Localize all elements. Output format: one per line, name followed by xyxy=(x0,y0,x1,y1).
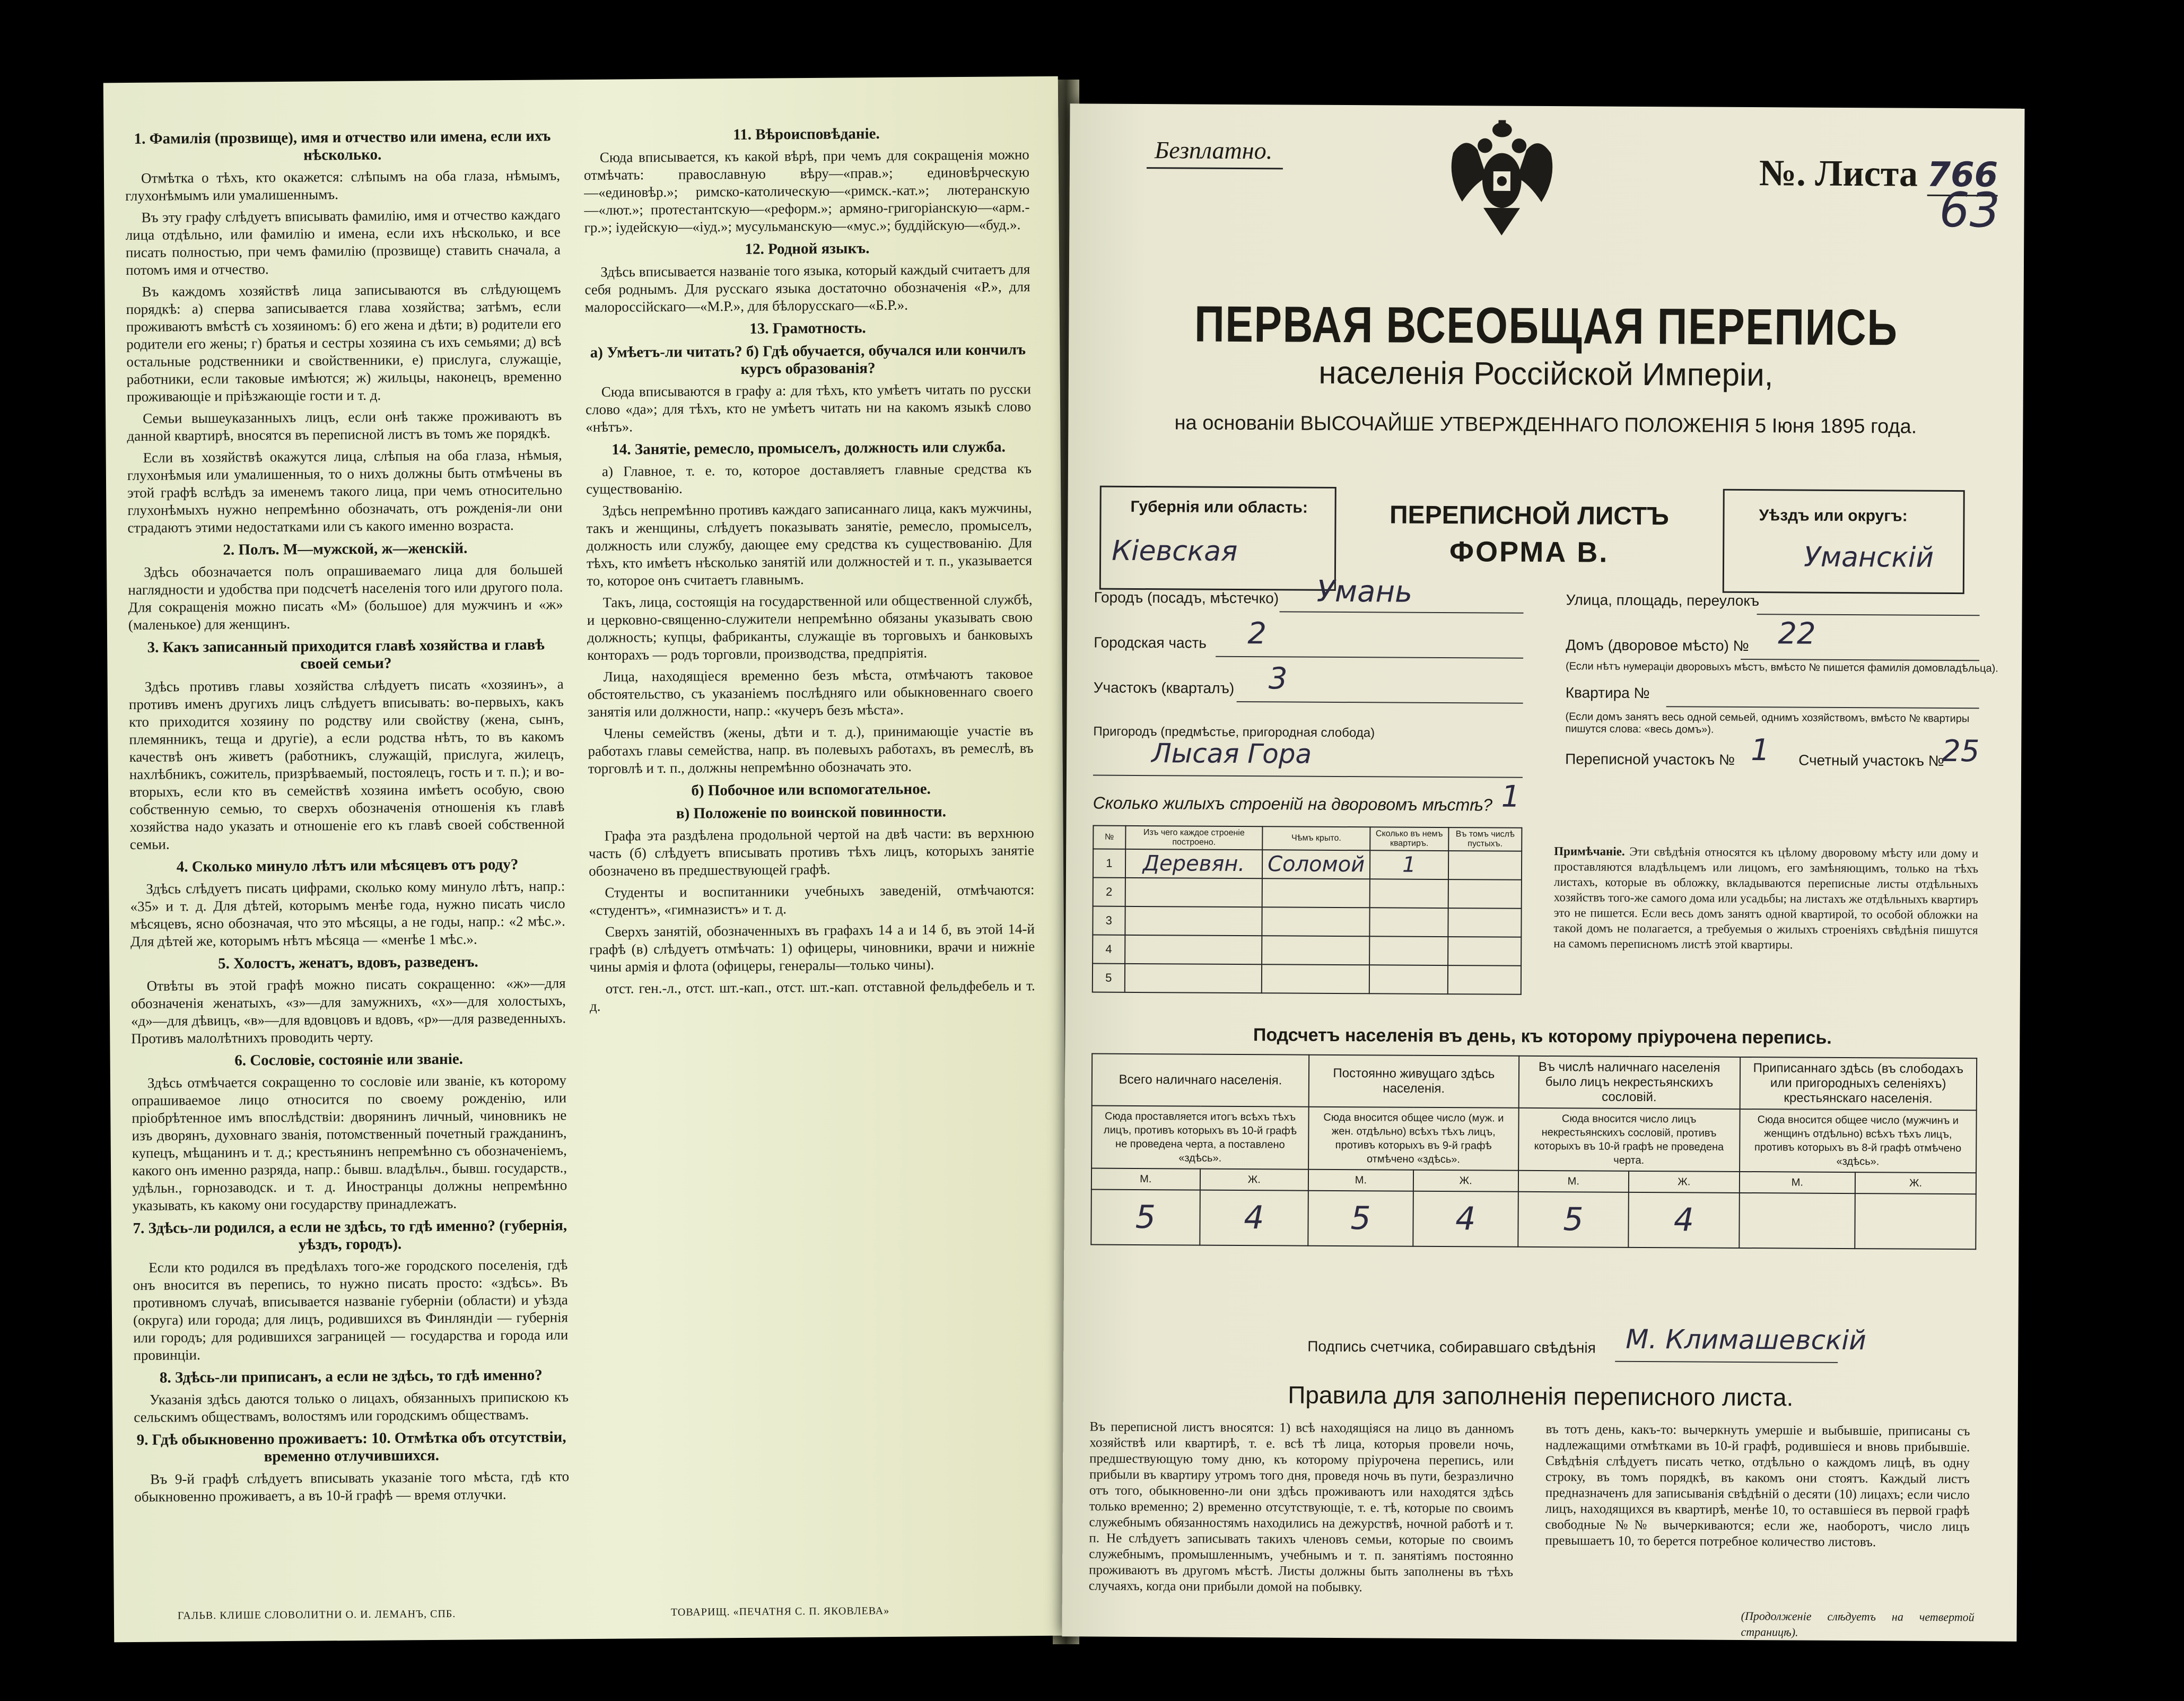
free-label: Безплатно. xyxy=(1147,136,1283,169)
paragraph: Въ 9-й графѣ слѣдуетъ вписывать указаніе того мѣста, гдѣ кто обыкновенно проживаетъ, а въ 10-й графѣ — время отлучки. xyxy=(134,1468,570,1505)
count-value-cell: 5 xyxy=(1308,1191,1413,1246)
section-heading: 3. Какъ записанный приходится главѣ хозяйства и главѣ своей семьи? xyxy=(147,636,545,673)
section-heading: 1. Фамилія (прозвище), имя и отчество или имена, если ихъ нѣсколько. xyxy=(134,127,551,164)
buildings-cell: 2 xyxy=(1093,878,1125,906)
count-value-cell xyxy=(1739,1193,1855,1249)
census-area-label: Переписной участокъ № xyxy=(1565,751,1735,768)
buildings-cell xyxy=(1124,964,1262,993)
count-description-cell: Сюда вносится общее число (мужчинъ и женщинъ отдѣльно) всѣхъ тѣхъ лицъ, противъ которыхъ въ 8-й графѣ отмѣчено «здѣсь». xyxy=(1740,1109,1977,1173)
paragraph: Сюда вписываются в графу а: для тѣхъ, кто умѣетъ читать по русски слово «да»; для тѣхъ, кто не умѣетъ читать ни на какомъ языкѣ слово «нѣтъ». xyxy=(585,381,1032,435)
buildings-header-cell: Сколько въ немъ квартиръ. xyxy=(1370,827,1448,851)
rules-title: Правила для заполненія переписного листа. xyxy=(1288,1381,1794,1411)
precinct-value: 3 xyxy=(1268,661,1288,696)
house-line xyxy=(1741,659,1979,661)
buildings-count-value: 1 xyxy=(1501,779,1521,814)
printer-imprint-left: ГАЛЬВ. КЛИШЕ СЛОВОЛИТНИ О. И. ЛЕМАНЪ, СПБ. xyxy=(177,1608,456,1622)
rules-column-1: Въ переписной листъ вносятся: 1) всѣ находящіяся на лицо въ данномъ хозяйствѣ или квартирѣ, т. е. всѣ тѣ лица, которыя провели ночь, предшествующую тому дню, къ которому пріурочена перепись, или прибыли въ квартиру утромъ того дня, проведя ночь въ пути, безразлично отъ того, обыкновенно-ли они здѣсь проживаютъ или находятся здѣсь только временно; 2) временно отсутствующіе, т. е. тѣ, которые по своимъ служебнымъ обязанностямъ находились на дежурствѣ, ночной работѣ и т. п. Не слѣдуетъ записывать такихъ членовъ семьи, которые по своимъ служебнымъ, промышленнымъ, учебнымъ и т. п. занятіямъ постоянно проживаютъ въ другомъ мѣстѣ. Листы должны быть заполнены въ тѣхъ случаяхъ, когда они прибыли домой на побывку. xyxy=(1088,1419,1514,1595)
house-note: (Если нѣтъ нумераціи дворовыхъ мѣстъ, вмѣсто № пишется фамилія домовладѣльца). xyxy=(1565,660,1998,675)
buildings-cell xyxy=(1262,907,1370,936)
count-value-cell: 4 xyxy=(1413,1191,1518,1247)
street-line xyxy=(1757,614,1980,616)
street-label: Улица, площадь, переулокъ xyxy=(1566,591,1760,609)
signature-line xyxy=(1615,1361,1838,1363)
buildings-cell xyxy=(1369,936,1448,965)
count-value-cell: 5 xyxy=(1091,1190,1200,1245)
count-sex-label: М. xyxy=(1518,1171,1629,1192)
house-value: 22 xyxy=(1778,616,1816,651)
buildings-header-cell: Изъ чего каждое строеніе построено. xyxy=(1125,826,1263,850)
suburb-line xyxy=(1093,775,1523,778)
buildings-cell xyxy=(1448,908,1521,937)
district-box xyxy=(1723,489,1965,594)
buildings-cell xyxy=(1262,964,1369,993)
province-box xyxy=(1099,486,1336,591)
signature-label: Подпись счетчика, собиравшаго свѣдѣнія xyxy=(1307,1338,1596,1356)
buildings-header-cell: Въ томъ числѣ пустыхъ. xyxy=(1448,827,1522,851)
buildings-cell xyxy=(1369,908,1448,937)
right-page xyxy=(1062,103,2024,1641)
buildings-cell: 4 xyxy=(1093,935,1125,964)
paragraph: Студенты и воспитанники учебныхъ заведеній, отмѣчаются: «студентъ», «гимназистъ» и т. д. xyxy=(589,882,1035,918)
buildings-table xyxy=(1092,825,1523,995)
printer-imprint-right: ТОВАРИЩ. «ПЕЧАТНЯ С. П. ЯКОВЛЕВА» xyxy=(670,1605,890,1618)
archive-page-number: 63 xyxy=(1939,182,2000,239)
house-label: Домъ (дворовое мѣсто) № xyxy=(1566,636,1749,655)
buildings-cell xyxy=(1448,879,1521,909)
section-heading: 9. Гдѣ обыкновенно проживаетъ: 10. Отмѣтка объ отсутствіи, временно отлучившихся. xyxy=(136,1428,566,1466)
count-description-cell: Сюда проставляется итогъ всѣхъ тѣхъ лицъ, противъ которыхъ въ 10-й графѣ не проведена черта, а поставлено «здѣсь». xyxy=(1091,1106,1309,1170)
count-value-cell: 5 xyxy=(1518,1192,1629,1248)
count-header-cell: Въ числѣ наличнаго населенія было лицъ некрестьянскихъ сословій. xyxy=(1518,1056,1740,1109)
city-part-line xyxy=(1216,656,1523,659)
buildings-cell xyxy=(1262,936,1369,965)
paragraph: Здѣсь противъ главы хозяйства слѣдуетъ писать «хозяинъ», а противъ именъ другихъ лицъ слѣдуетъ вписывать: во-первыхъ, какъ кто приходится хозяину по родству или свойству (жена, сынъ, племянникъ, теща и другіе), а если родства нѣтъ, то въ какомъ качествѣ онъ живетъ (работникъ, служащій, прислуга, жилецъ, нахлѣбникъ, сожитель, призрѣваемый, постоялецъ, гость и т. п.); и во-вторыхъ, если кто въ семействѣ хозяина имѣетъ особую, свою собственную семью, то сверхъ обозначенія отношенія къ главѣ хозяйства надо указать и отношеніе его къ главѣ своей собственной семьи. xyxy=(128,676,565,853)
paragraph: Въ каждомъ хозяйствѣ лица записываются въ слѣдующемъ порядкѣ: а) сперва записывается глава хозяйства; затѣмъ, если проживаютъ вмѣстѣ съ хозяиномъ: б) его жена и дѣти; в) родители его родители его жены; г) братья и сестры хозяина съ ихъ семьями; д) всѣ остальные родственники и свойственники, е) прислуга, служащіе, работники, если таковые имѣются; ж) жильцы, наконецъ, временно проживающіе и пріѣзжающіе гости и т. д. xyxy=(126,281,562,405)
buildings-count-label: Сколько жилыхъ строеній на дворовомъ мѣстѣ? xyxy=(1093,793,1493,815)
paragraph: Такъ, лица, состоящія на государственной или общественной службѣ, и церковно-священно-служители непремѣнно обязаны указывать свою должность; купцы, фабриканты, служащіе въ торговыхъ и банковыхъ конторахъ — родъ торговли, производства, предпріятія. xyxy=(587,591,1033,663)
city-part-label: Городская часть xyxy=(1094,634,1207,651)
population-count-title: Подсчетъ населенія въ день, къ которому пріурочена перепись. xyxy=(1253,1025,1832,1048)
count-value-cell xyxy=(1855,1193,1976,1249)
section-heading: в) Положеніе по воинской повинности. xyxy=(676,803,947,822)
count-sex-label: Ж. xyxy=(1200,1169,1308,1191)
section-heading: а) Умѣетъ-ли читать? б) Гдѣ обучается, обучался или кончилъ курсъ образованія? xyxy=(590,341,1026,378)
buildings-cell xyxy=(1262,878,1370,908)
count-header-cell: Постоянно живущаго здѣсь населенія. xyxy=(1309,1055,1519,1108)
left-page xyxy=(103,76,1069,1642)
buildings-cell xyxy=(1370,879,1448,908)
buildings-header-cell: № xyxy=(1093,826,1125,849)
paragraph: Если кто родился въ предѣлахъ того-же городского поселенія, гдѣ онъ вносится въ перепись, то нужно писать просто: «здѣсь». Въ противномъ случаѣ, вписывается названіе губерніи (области) и уѣзда (округа) или города; для лицъ, родившихся въ Финляндіи — губернія или городъ; для родившихся заграницей — государства и города или провинціи. xyxy=(133,1257,569,1363)
buildings-note xyxy=(1553,843,1978,953)
apartment-note: (Если домъ занятъ весь одной семьей, однимъ хозяйствомъ, вмѣсто № квартиры пишутся слова: «весь домъ»). xyxy=(1565,711,1970,736)
paragraph: Лица, находящіеся временно безъ мѣста, отмѣчаютъ таковое обстоятельство, съ указаніемъ послѣдняго или обыкновеннаго своего занятія или должности, напр.: «кучеръ безъ мѣста». xyxy=(587,666,1033,720)
signature-value: М. Климашевскій xyxy=(1626,1323,1866,1356)
count-sex-label: М. xyxy=(1739,1172,1855,1193)
buildings-cell xyxy=(1448,851,1522,880)
suburb-value: Лысая Гора xyxy=(1151,738,1312,770)
precinct-label: Участокъ (кварталъ) xyxy=(1093,679,1235,696)
buildings-cell xyxy=(1448,965,1521,995)
section-heading: 13. Грамотность. xyxy=(749,319,866,337)
counting-area-label: Счетный участокъ № xyxy=(1798,752,1944,769)
count-description-cell: Сюда вносится число лицъ некрестьянскихъ сословій, противъ которыхъ въ 10-й графѣ не проведена черта. xyxy=(1518,1108,1740,1172)
buildings-cell: 1 xyxy=(1093,849,1125,878)
section-heading: б) Побочное или вспомогательное. xyxy=(691,780,931,799)
paragraph: Здѣсь вписывается названіе того языка, который каждый считаетъ для себя роднымъ. Для русскаго языка достаточно обозначенія «Р.», для малороссійскаго—«М.Р.», для бѣлорусскаго—«Б.Р.». xyxy=(584,261,1030,315)
buildings-row xyxy=(1093,935,1521,966)
rules-column-2: въ тотъ день, какъ-то: вычеркнуть умершіе и выбывшіе, приписаны съ надлежащими отмѣтками въ 10-й графѣ, родившіеся и вновь прибывшіе. Свѣдѣнія слѣдуетъ писать четко, отдѣльно о каждомъ лицѣ, въ одну строку, въ томъ порядкѣ, въ какомъ они стоятъ. Каждый листъ предназначенъ для записыванія свѣдѣній о десяти (10) лицахъ; если число лицъ, находящихся въ квартирѣ, менѣе 10, то оставшіеся въ первой графѣ свободные №№ вычеркиваются; если же, наоборотъ, число лицъ превышаетъ 10, то берется потребное количество листовъ. xyxy=(1545,1422,1970,1550)
census-area-value: 1 xyxy=(1751,733,1770,768)
province-value: Кіевская xyxy=(1112,535,1238,568)
apartment-label: Квартира № xyxy=(1565,684,1650,702)
paragraph: а) Главное, т. е. то, которое доставляетъ главные средства къ существованію. xyxy=(586,460,1032,497)
count-sex-label: Ж. xyxy=(1629,1171,1740,1193)
buildings-cell xyxy=(1125,878,1262,907)
paragraph: Члены семействъ (жены, дѣти и т. д.), принимающіе участіе въ работахъ главы семейства, напр. въ полевыхъ работахъ, въ ремеслѣ, въ торговлѣ и т. п., должны непремѣнно обозначать это. xyxy=(588,722,1034,777)
count-header-cell: Всего наличнаго населенія. xyxy=(1092,1054,1309,1107)
buildings-cell xyxy=(1369,965,1448,994)
paragraph: Здѣсь отмѣчается сокращенно то сословіе или званіе, къ которому опрашиваемое лицо относится по своему рожденію, или пріобрѣтенное имъ впослѣдствіи: дворянинъ личный, чиновникъ не изъ дворянъ, духовнаго званія, потомственный почетный гражданинъ, купецъ, мѣщанинъ и т. д.; крестьянинъ непремѣнно съ обозначеніемъ, какого онъ именно разряда, напр.: бывш. владѣльч., бывш. государств., удѣльн., горнозаводск. и т. д. Иностранцы должны непремѣнно указывать, къ какому они государству принадлежатъ. xyxy=(132,1072,567,1214)
city-value: Умань xyxy=(1316,574,1413,609)
buildings-row xyxy=(1093,906,1521,937)
section-heading: 8. Здѣсь-ли приписанъ, а если не здѣсь, то гдѣ именно? xyxy=(159,1366,543,1386)
paragraph: Указанія здѣсь даются только о лицахъ, обязанныхъ припискою къ сельскимъ обществамъ, волостямъ или городскимъ обществамъ. xyxy=(134,1389,569,1425)
instructions-column-1 xyxy=(125,122,569,1510)
count-header-cell: Приписаннаго здѣсь (въ слободахъ или пригородныхъ селеніяхъ) крестьянскаго населенія. xyxy=(1740,1057,1977,1110)
precinct-line xyxy=(1237,701,1523,704)
instructions-column-2 xyxy=(583,119,1035,1019)
section-heading: 7. Здѣсь-ли родился, а если не здѣсь, то гдѣ именно? (губернія, уѣздъ, городъ). xyxy=(133,1217,567,1253)
count-sex-label: М. xyxy=(1091,1168,1200,1190)
sheet-number-text: №. Листа xyxy=(1759,153,1918,195)
form-name: ПЕРЕПИСНОЙ ЛИСТЪ xyxy=(1389,501,1670,531)
buildings-cell xyxy=(1125,935,1262,964)
paragraph: Сверхъ занятій, обозначенныхъ въ графахъ 14 а и 14 б, въ этой 14-й графѣ (в) слѣдуетъ отмѣчать: 1) офицеры, чиновники, врачи и нижніе чины армія и флота (офицеры, генералы—только чины). xyxy=(589,921,1035,975)
paragraph: Здѣсь слѣдуетъ писать цифрами, сколько кому минуло лѣтъ, напр.: «35» и т. д. Для дѣтей, которымъ менѣе года, нужно писать число мѣсяцевъ, ясно обозначая, что это мѣсяцы, а не годы, напр.: «2 мѣс.». Для дѣтей же, которымъ нѣтъ мѣсяца — «менѣе 1 мѣс.». xyxy=(130,878,565,949)
note-title: Примѣчаніе. xyxy=(1554,844,1625,858)
paragraph: Графа эта раздѣлена продольной чертой на двѣ части: въ верхнюю часть (б) слѣдуетъ вписывать противъ тѣхъ лицъ, которыхъ занятіе обозначено въ предшествующей графѣ. xyxy=(588,825,1035,879)
paragraph: Отвѣты въ этой графѣ можно писать сокращенно: «ж»—для обозначенія женатыхъ, «з»—для замужнихъ, «х»—для холостыхъ, «д»—для дѣвицъ, «в»—для вдовцовъ и вдовъ, «р»—для разведенныхъ. Противъ малолѣтнихъ проводить черту. xyxy=(130,975,566,1046)
buildings-cell: 3 xyxy=(1093,906,1125,935)
note-text: Эти свѣдѣнія относятся къ цѣлому дворовому мѣсту или дому и проставляются владѣльцемъ или лицомъ, его замѣняющимъ, только на тѣхъ листахъ, которые въ обложку, вкладываются переписные листы отдѣльныхъ хозяйствъ того-же самого дома или усадьбы; на листахъ же отдѣльныхъ квартиръ это не пишется. Если весь домъ занятъ одной квартирой, то особой обложки на такой домъ не полагается, а требуемыя о жилыхъ строеніяхъ свѣдѣнія пишутся на самомъ переписномъ листѣ этой квартиры. xyxy=(1553,844,1979,952)
city-line xyxy=(1280,611,1524,613)
section-heading: 5. Холостъ, женатъ, вдовъ, разведенъ. xyxy=(217,953,478,972)
province-label: Губернія или область: xyxy=(1130,498,1308,517)
imperial-eagle-crest-icon xyxy=(1440,116,1563,239)
buildings-row xyxy=(1093,878,1522,909)
section-heading: 2. Полъ. М—мужской, ж—женскій. xyxy=(223,539,468,559)
count-sex-label: Ж. xyxy=(1855,1172,1976,1194)
buildings-cell xyxy=(1448,937,1521,966)
buildings-cell: 5 xyxy=(1093,964,1125,992)
population-count-table xyxy=(1090,1053,1977,1250)
counting-area-value: 25 xyxy=(1942,734,1980,769)
count-description-cell: Сюда вносится общее число (муж. и жен. отдѣльно) всѣхъ тѣхъ лицъ, противъ которыхъ въ 9-й графѣ отмѣчено «здѣсь». xyxy=(1308,1107,1518,1171)
section-heading: 12. Родной языкъ. xyxy=(745,240,870,258)
census-title: ПЕРВАЯ ВСЕОБЩАЯ ПЕРЕПИСЬ xyxy=(1194,295,1898,356)
count-sex-label: М. xyxy=(1308,1170,1413,1191)
section-heading: 6. Сословіе, состояніе или званіе. xyxy=(234,1050,464,1069)
apartment-line xyxy=(1666,706,1979,709)
city-label: Городъ (посадъ, мѣстечко) xyxy=(1094,589,1279,607)
section-heading: 11. Вѣроисповѣданіе. xyxy=(733,125,880,144)
form-letter: ФОРМА В. xyxy=(1449,536,1609,569)
paragraph: Если въ хозяйствѣ окажутся лица, слѣпыя на оба глаза, нѣмыя, глухонѣмыя или умалишенныя, то о нихъ должны быть отмѣчены въ этой графѣ вслѣдъ за именемъ такого лица, при чемъ относительно глухонѣмыхъ нужно непремѣнно обозначать, отъ рожденія-ли они страдаютъ этими недостатками или съ какого именно возраста. xyxy=(127,447,563,536)
buildings-cell xyxy=(1125,906,1262,936)
buildings-cell: 1 xyxy=(1370,850,1448,879)
city-part-value: 2 xyxy=(1247,616,1267,651)
section-heading: 14. Занятіе, ремесло, промыселъ, должность или служба. xyxy=(611,438,1006,458)
rules-continuation: (Продолженіе слѣдуетъ на четвертой страницѣ). xyxy=(1741,1609,1975,1639)
district-label: Уѣздъ или округъ: xyxy=(1759,507,1908,525)
count-value-cell: 4 xyxy=(1628,1192,1739,1248)
buildings-cell: Деревян. xyxy=(1125,849,1263,878)
suburb-label: Пригородъ (предмѣстье, пригородная слобода) xyxy=(1093,724,1375,740)
paragraph: Здѣсь непремѣнно противъ каждаго записаннаго лица, какъ мужчины, такъ и женщины, слѣдуетъ показывать занятіе, ремесло, промыселъ, должность или службу, дающее ему средства къ существованію. Для тѣхъ, кто имѣетъ нѣсколько занятій или должностей и т. п., указывается то, которое онъ считаетъ главнымъ. xyxy=(586,500,1033,589)
buildings-cell: Соломой xyxy=(1262,850,1370,879)
count-sex-label: Ж. xyxy=(1413,1170,1518,1192)
sheet-number-value: 766 xyxy=(1927,155,1998,197)
section-heading: 4. Сколько минуло лѣтъ или мѣсяцевъ отъ роду? xyxy=(176,856,519,876)
paragraph: Въ эту графу слѣдуетъ вписывать фамилію, имя и отчество каждаго лица отдѣльно, или фамилію и имена, если ихъ нѣсколько, и все писать полностью, при чемъ фамилію (прозвище) ставить сначала, а потомъ имя и отчество. xyxy=(125,206,561,278)
buildings-row xyxy=(1093,849,1522,880)
census-subtitle: населенія Россійской Имперіи, xyxy=(1318,354,1774,393)
paragraph: Сюда вписывается, къ какой вѣрѣ, при чемъ для сокращенія можно отмѣчать: православную вѣру—«прав.»; единовѣрческую—«единовѣр.»; римско-католическую—«римск.-кат.»; лютеранскую—«лют.»; протестантскую—«реформ.»; армяно-григоріанскую—«арм.-гр.»; іудейскую—«іуд.»; мусульманскую—«мус.»; буддійскую—«буд.». xyxy=(583,146,1030,235)
paragraph: отст. ген.-л., отст. шт.-кап., отст. шт.-кап. отставной фельдфебель и т. д. xyxy=(589,978,1035,1014)
paragraph: Отмѣтка о тѣхъ, кто окажется: слѣпымъ на оба глаза, нѣмымъ, глухонѣмымъ или умалишеннымъ. xyxy=(125,167,561,204)
count-value-cell: 4 xyxy=(1200,1190,1308,1246)
column-divider xyxy=(103,76,1058,83)
buildings-header-cell: Чѣмъ крыто. xyxy=(1262,826,1370,850)
paragraph: Здѣсь обозначается полъ опрашиваемаго лица для большей наглядности и удобства при подсчетѣ населенія того или другого пола. Для сокращенія можно писать «М» (большое) для мужчинъ и «ж» (маленькое) для женщинъ. xyxy=(128,561,563,633)
legal-basis: на основаніи ВЫСОЧАЙШЕ УТВЕРЖДЕННАГО ПОЛОЖЕНІЯ 5 Іюня 1895 года. xyxy=(1174,412,1917,438)
buildings-row xyxy=(1093,964,1521,995)
paragraph: Семьи вышеуказанныхъ лицъ, если онѣ также проживаютъ въ данной квартирѣ, вносятся въ переписной листъ въ томъ же порядкѣ. xyxy=(127,407,562,444)
district-value: Уманскій xyxy=(1803,541,1934,574)
